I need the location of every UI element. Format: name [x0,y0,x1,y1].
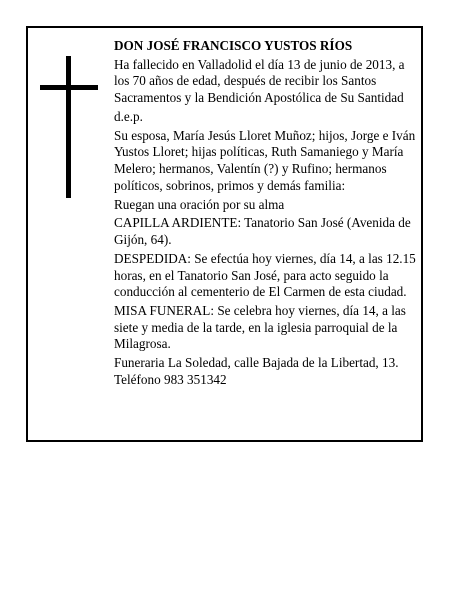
farewell-info: DESPEDIDA: Se efectúa hoy viernes, día 14, a las 12.15 horas, en el Tanatorio San José, para acto seguido la conducción al cementerio de El Carmen de esta ciudad. [114,250,416,300]
dep-line: d.e.p. [114,108,143,124]
death-announcement: Ha fallecido en Valladolid el día 13 de junio de 2013, a los 70 años de edad, después de recibir los Santos Sacramentos y la Bendición Apostólica de Su Santidad [114,56,405,106]
chapel-info: CAPILLA ARDIENTE: Tanatorio San José (Avenida de Gijón, 64). [114,215,411,248]
obituary-notice [26,26,423,442]
funeral-home-info: Funeraria La Soledad, calle Bajada de la Libertad, 13. Teléfono 983 351342 [114,355,399,387]
cross-icon [40,56,98,198]
family-list: Su esposa, María Jesús Lloret Muñoz; hijos, Jorge e Iván Yustos Lloret; hijas políticas, Ruth Samaniego y María Melero; hermanos, Valentín (?) y Rufino; hermanos políticos, sobrinos, primos y demás familia: [114,127,416,193]
obituary-text [114,38,422,391]
deceased-name: DON JOSÉ FRANCISCO YUSTOS RÍOS [114,38,353,53]
prayer-request: Ruegan una oración por su alma [114,196,285,212]
funeral-mass-info: MISA FUNERAL: Se celebra hoy viernes, día 14, a las siete y media de la tarde, en la iglesia parroquial de la Milagrosa. [114,302,406,352]
